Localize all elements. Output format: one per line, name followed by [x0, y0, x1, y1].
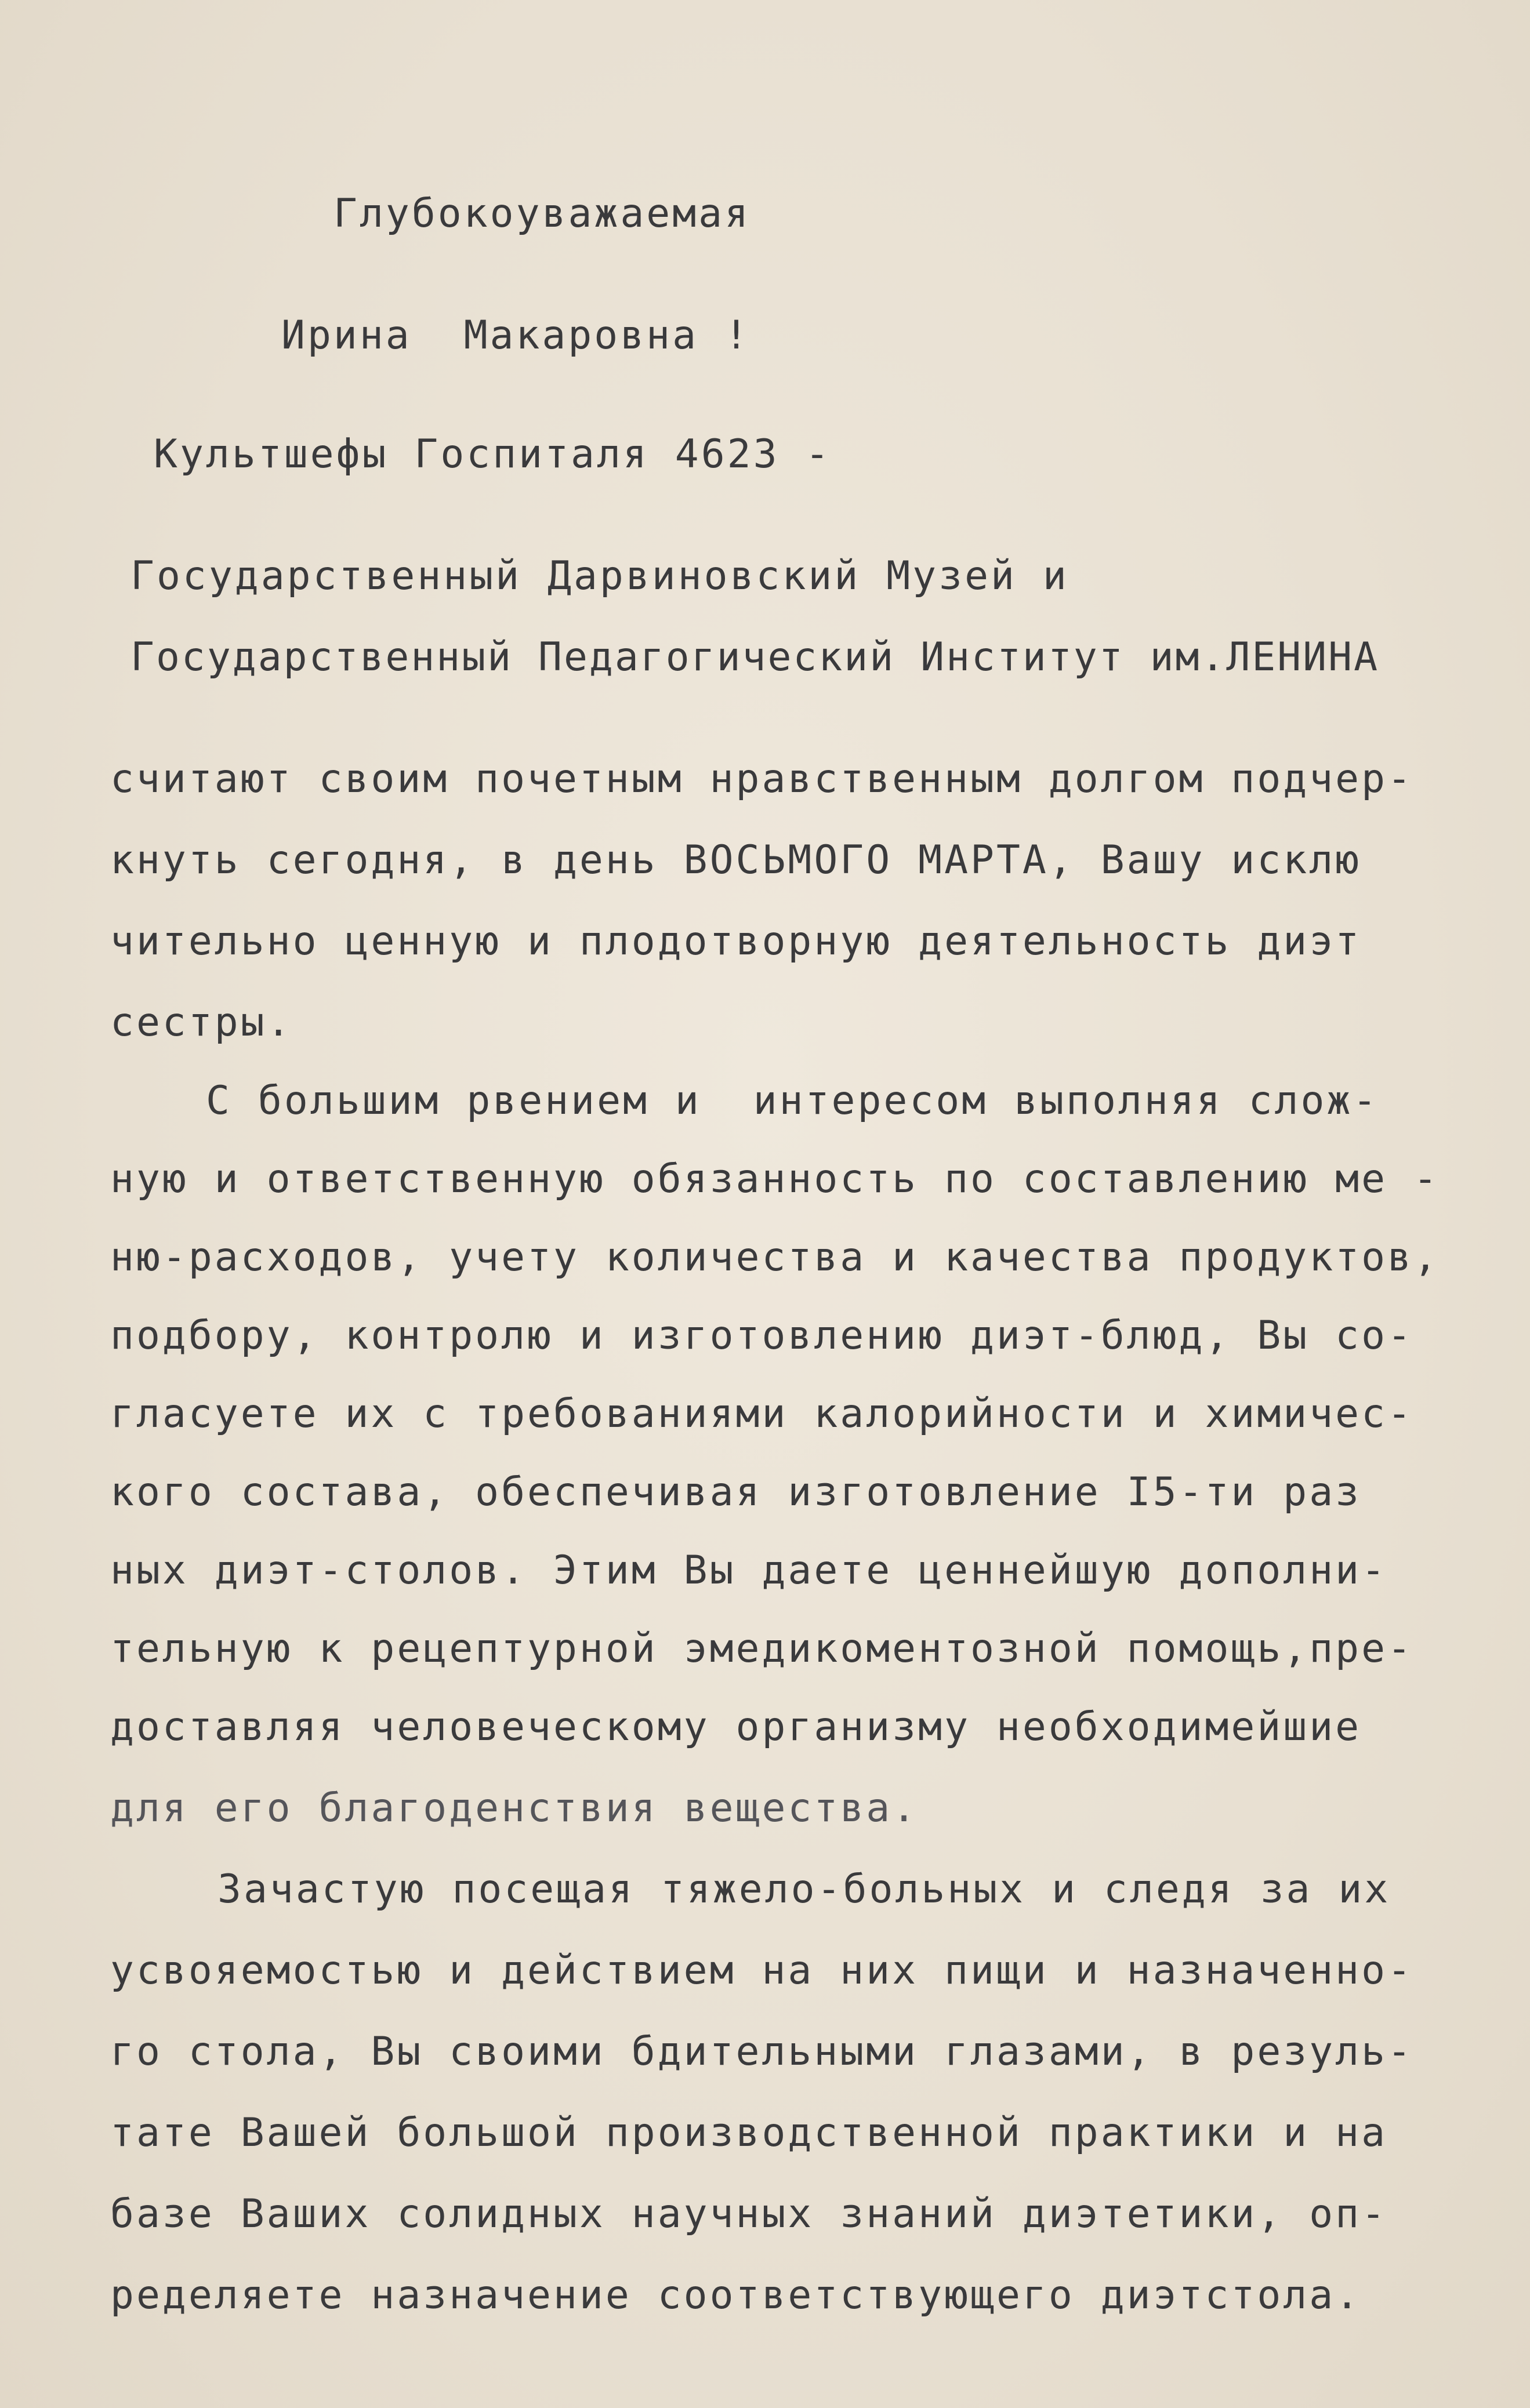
paragraph3-line-1: Зачастую посещая тяжело-больных и следя за их	[217, 1866, 1391, 1912]
paragraph2-line-6: кого состава, обеспечивая изготовление I5-ти раз	[110, 1469, 1362, 1515]
salutation-line-2: Ирина Макаровна !	[281, 313, 751, 358]
paragraph1-line-4: сестры.	[110, 1000, 293, 1045]
paragraph2-line-8: тельную к рецептурной эмедикоментозной помощь,пре-	[110, 1626, 1413, 1672]
intro-line-1: Культшефы Госпиталя 4623 -	[154, 431, 832, 477]
paragraph1-line-2: кнуть сегодня, в день ВОСЬМОГО МАРТА, Вашу исклю	[110, 837, 1362, 883]
paragraph2-line-1: С большим рвением и интересом выполняя слож-	[206, 1078, 1379, 1124]
paragraph2-line-2: ную и ответственную обязанность по составлению ме -	[110, 1156, 1440, 1202]
intro-line-3: Государственный Педагогический Институт им.ЛЕНИНА	[130, 634, 1380, 680]
paragraph2-line-4: подбору, контролю и изготовлению диэт-блюд, Вы со-	[110, 1313, 1413, 1359]
paragraph3-line-4: тате Вашей большой производственной практики и на	[110, 2110, 1388, 2156]
salutation-line-1: Глубокоуважаемая	[333, 191, 751, 237]
paragraph3-line-2: усвояемостью и действием на них пищи и назначенно-	[110, 1948, 1413, 1993]
paragraph3-line-5: базе Ваших солидных научных знаний диэтетики, оп-	[110, 2191, 1388, 2237]
paragraph2-line-5: гласуете их с требованиями калорийности и химичес-	[110, 1391, 1413, 1437]
paragraph1-line-3: чительно ценную и плодотворную деятельность диэт	[110, 918, 1362, 964]
paragraph2-line-9: доставляя человеческому организму необходимейшие	[110, 1704, 1362, 1750]
paragraph2-line-7: ных диэт-столов. Этим Вы даете ценнейшую дополни-	[110, 1548, 1388, 1593]
intro-line-2: Государственный Дарвиновский Музей и	[130, 553, 1069, 599]
paragraph2-line-3: ню-расходов, учету количества и качества продуктов,	[110, 1234, 1440, 1280]
paragraph2-line-10: для его благоденствия вещества.	[110, 1785, 919, 1831]
paragraph1-line-1: считают своим почетным нравственным долгом подчер-	[110, 756, 1413, 802]
paragraph3-line-6: ределяете назначение соответствующего диэтстола.	[110, 2272, 1362, 2318]
paragraph3-line-3: го стола, Вы своими бдительными глазами, в резуль-	[110, 2029, 1413, 2075]
